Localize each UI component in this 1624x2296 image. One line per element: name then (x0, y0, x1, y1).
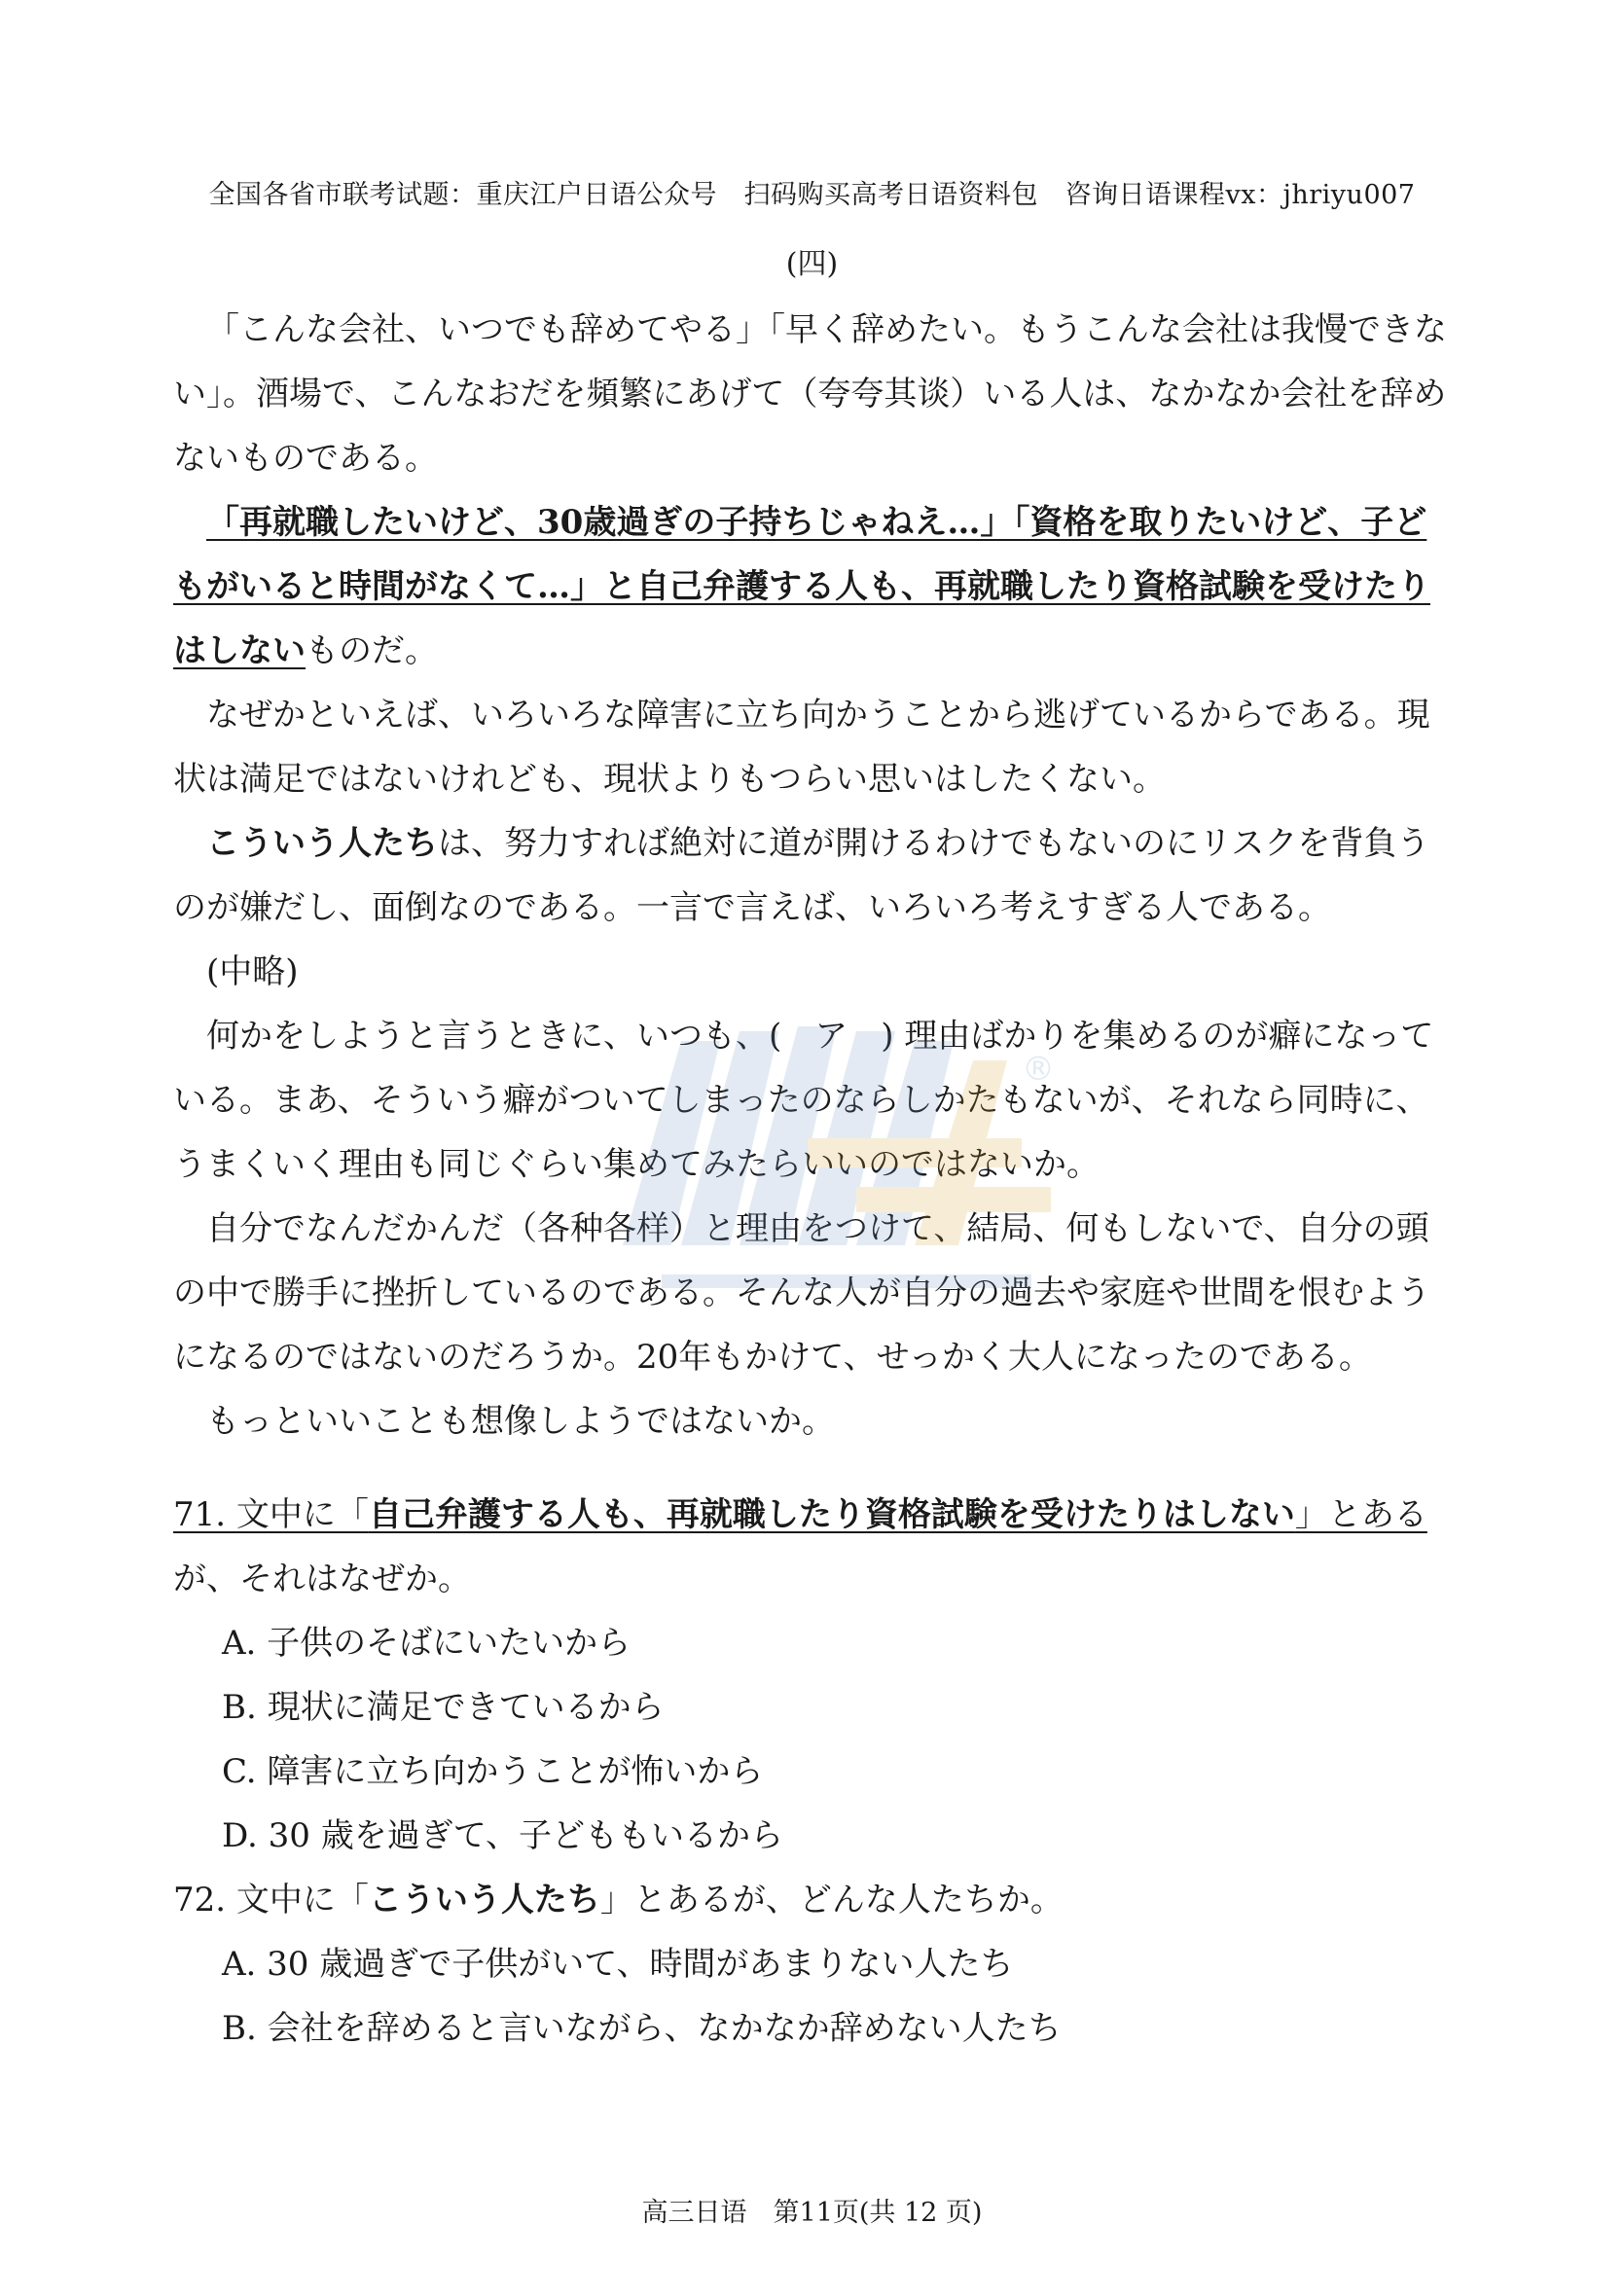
question-71-option-d: D. 30 歳を過ぎて、子どももいるから (222, 1816, 784, 1855)
paragraph-4-rest: は、努力すれば絶対に道が開けるわけでもないのにリスクを背負うのが嫌だし、面倒なのである。一言で言えば、いろいろ考えすぎる人である。 (173, 824, 1430, 927)
question-72-option-a: A. 30 歳過ぎで子供がいて、時間があまりない人たち (222, 1945, 1014, 1984)
question-71-quote: 自己弁護する人も、再就職したり資格試験を受けたりはしない (368, 1495, 1295, 1534)
paragraph-1: 「こんな会社、いつでも辞めてやる」「早く辞めたい。もうこんな会社は我慢できない」。酒場で、こんなおだを頻繁にあげて（夸夸其谈）いる人は、なかなか会社を辞めないものである。 (173, 310, 1447, 478)
page-header: 全国各省市联考试题：重庆江户日语公众号 扫码购买高考日语资料包 咨询日语课程vx：jhriyu007 (208, 180, 1416, 210)
registered-mark: ® (1022, 1050, 1055, 1089)
page-footer: 高三日语 第11页(共 12 页) (641, 2198, 983, 2228)
underlined-quote: 「再就職したいけど、30歳過ぎの子持ちじゃねえ…」「資格を取りたいけど、子どもがいると時間がなくて…」と (173, 503, 1427, 606)
paragraph-omitted: (中略) (206, 952, 299, 991)
question-72-prefix: 72. 文中に「 (173, 1881, 369, 1919)
paragraph-3: なぜかといえば、いろいろな障害に立ち向かうことから逃げているからである。現状は満足ではないけれども、現状よりもつらい思いはしたくない。 (173, 696, 1430, 799)
reading-passage (173, 298, 1454, 1453)
question-72-option-b: B. 会社を辞めると言いながら、なかなか辞めない人たち (222, 2009, 1062, 2048)
paragraph-7: 自分でなんだかんだ（各种各样）と理由をつけて、結局、何もしないで、自分の頭の中で勝手に挫折しているのである。そんな人が自分の過去や家庭や世間を恨むようになるのではないのだろうか。20年もかけて、せっかく大人になったのである。 (173, 1209, 1430, 1377)
question-71 (173, 1483, 1454, 1547)
question-72 (173, 1868, 1454, 1932)
question-71-option-a: A. 子供のそばにいたいから (222, 1624, 632, 1663)
bold-phrase: こういう人たち (206, 824, 438, 863)
paragraph-8: もっといいことも想像しようではないか。 (206, 1402, 835, 1441)
question-71-option-c: C. 障害に立ち向かうことが怖いから (222, 1752, 764, 1791)
question-71-continuation: が、それはなぜか。 (173, 1560, 471, 1598)
question-72-quote: こういう人たち (368, 1881, 600, 1919)
paragraph-2 (173, 490, 1454, 683)
paragraph-4 (173, 811, 1454, 940)
question-71-suffix: 」とある (1294, 1495, 1427, 1534)
question-71-option-b: B. 現状に満足できているから (222, 1688, 665, 1727)
question-71-prefix: 71. 文中に「 (173, 1495, 369, 1534)
paragraph-2-end: ものだ。 (306, 631, 438, 670)
paragraph-6: 何かをしようと言うときに、いつも、( ア ) 理由ばかりを集めるのが癖になっている。まあ、そういう癖がついてしまったのならしかたもないが、それなら同時に、うまくいく理由も同じぐらい集めてみたらいいのではないか。 (173, 1017, 1434, 1184)
underlined-target-sentence: 自己弁護する人も、再就職したり資格試験を受けたりはしない (173, 567, 1430, 670)
question-72-suffix: 」とあるが、どんな人たちか。 (599, 1881, 1064, 1919)
question-list (173, 1483, 1454, 2061)
question-71-stem (173, 1495, 1427, 1534)
section-title: (四) (785, 247, 839, 281)
